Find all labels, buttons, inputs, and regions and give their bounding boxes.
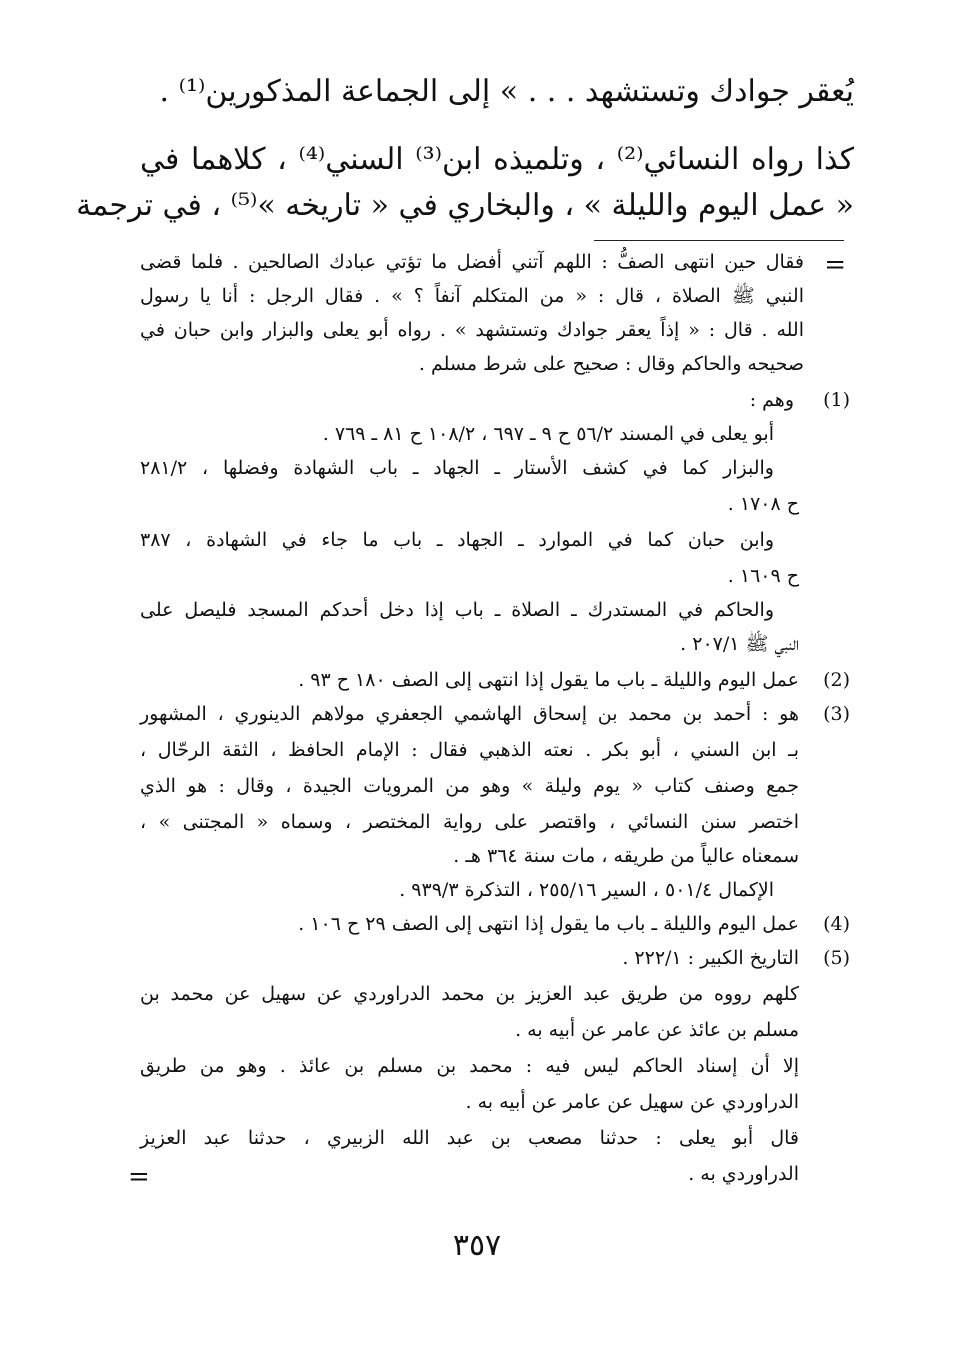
footnote-continued-line: الله . قال : « إذاً يعقر جوادك وتستشهد » . رواه أبو يعلى والبزار وابن حبان في	[140, 319, 804, 341]
footnote-3-line: الإكمال ٥٠١/٤ ، السير ٢٥٥/١٦ ، التذكرة ٩٣٩/٣ .	[399, 879, 774, 901]
footnote-5-line: كلهم رووه من طريق عبد العزيز بن محمد الدراوردي عن سهيل عن محمد بن	[140, 983, 799, 1005]
footnote-5-line: التاريخ الكبير : ٢٢٢/١ .	[622, 947, 799, 969]
footnote-continued-line: فقال حين انتهى الصفُّ : اللهم آتني أفضل ما تؤتي عبادك الصالحين . فلما قضى	[140, 251, 804, 273]
main-text-line-3: « عمل اليوم والليلة » ، والبخاري في « تاريخه »⁽⁵⁾ ، في ترجمة	[76, 188, 854, 223]
footnote-number-2: (2)	[823, 669, 850, 691]
main-text-line-1: يُعقر جوادك وتستشهد . . . » إلى الجماعة المذكورين⁽¹⁾ .	[159, 74, 854, 109]
footnote-5-line: قال أبو يعلى : حدثنا مصعب بن عبد الله الزبيري ، حدثنا عبد العزيز	[140, 1127, 799, 1149]
footnote-continued-line: صحيحه والحاكم وقال : صحيح على شرط مسلم .	[418, 353, 804, 375]
footnote-number-4: (4)	[823, 913, 850, 935]
footnote-1-line: النبي ﷺ ٢٠٧/١ .	[680, 633, 799, 655]
footnote-3-line: جمع وصنف كتاب « يوم وليلة » وهو من المرويات الجيدة ، وقال : هو الذي	[140, 775, 799, 797]
footnote-1-line: أبو يعلى في المسند ٥٦/٢ ح ٩ ـ ٦٩٧ ، ١٠٨/٢ ح ٨١ ـ ٧٦٩ .	[322, 423, 774, 445]
footnote-number-1: (1)	[823, 389, 850, 411]
footnote-1-line: والحاكم في المستدرك ـ الصلاة ـ باب إذا دخل أحدكم المسجد فليصل على	[140, 599, 774, 621]
footnote-1-line: وهم :	[749, 389, 794, 411]
footnote-1-line: والبزار كما في كشف الأستار ـ الجهاد ـ باب الشهادة وفضلها ، ٢٨١/٢	[140, 457, 774, 479]
end-continuation-mark: =	[128, 1162, 150, 1192]
footnote-number-5: (5)	[823, 947, 850, 969]
footnote-5-line: مسلم بن عائذ عن عامر عن أبيه به .	[515, 1019, 799, 1041]
footnote-separator	[594, 240, 844, 241]
footnote-3-line: بـ ابن السني ، أبو بكر . نعته الذهبي فقال : الإمام الحافظ ، الثقة الرحّال ،	[140, 739, 799, 761]
footnote-2-line: عمل اليوم والليلة ـ باب ما يقول إذا انتهى إلى الصف ١٨٠ ح ٩٣ .	[298, 669, 799, 691]
footnote-4-line: عمل اليوم والليلة ـ باب ما يقول إذا انتهى إلى الصف ٢٩ ح ١٠٦ .	[298, 913, 799, 935]
footnote-5-line: إلا أن إسناد الحاكم ليس فيه : محمد بن مسلم بن عائذ . وهو من طريق	[140, 1055, 799, 1077]
footnote-1-line: ح ١٦٠٩ .	[727, 565, 799, 587]
footnote-3-line: اختصر سنن النسائي ، واقتصر على رواية المختصر ، وسماه « المجتنى » ،	[140, 811, 799, 833]
footnote-3-line: سمعناه عالياً من طريقه ، مات سنة ٣٦٤ هـ .	[453, 845, 799, 867]
footnote-continued-line: النبي ﷺ الصلاة ، قال : « من المتكلم آنفاً ؟ » . فقال الرجل : أنا يا رسول	[140, 285, 804, 307]
footnote-1-line: وابن حبان كما في الموارد ـ الجهاد ـ باب ما جاء في الشهادة ، ٣٨٧	[140, 529, 774, 551]
footnote-1-line: ح ١٧٠٨ .	[727, 493, 799, 515]
main-text-line-2: كذا رواه النسائي⁽²⁾ ، وتلميذه ابن⁽³⁾ السني⁽⁴⁾ ، كلاهما في	[140, 142, 855, 177]
footnote-number-3: (3)	[823, 703, 850, 725]
footnote-3-line: هو : أحمد بن محمد بن إسحاق الهاشمي الجعفري مولاهم الدينوري ، المشهور	[140, 703, 799, 725]
footnote-5-line: الدراوردي عن سهيل عن عامر عن أبيه به .	[465, 1091, 799, 1113]
continuation-mark: =	[824, 250, 846, 280]
footnote-5-line: الدراوردي به .	[688, 1163, 799, 1185]
page-number: ٣٥٧	[452, 1228, 502, 1263]
